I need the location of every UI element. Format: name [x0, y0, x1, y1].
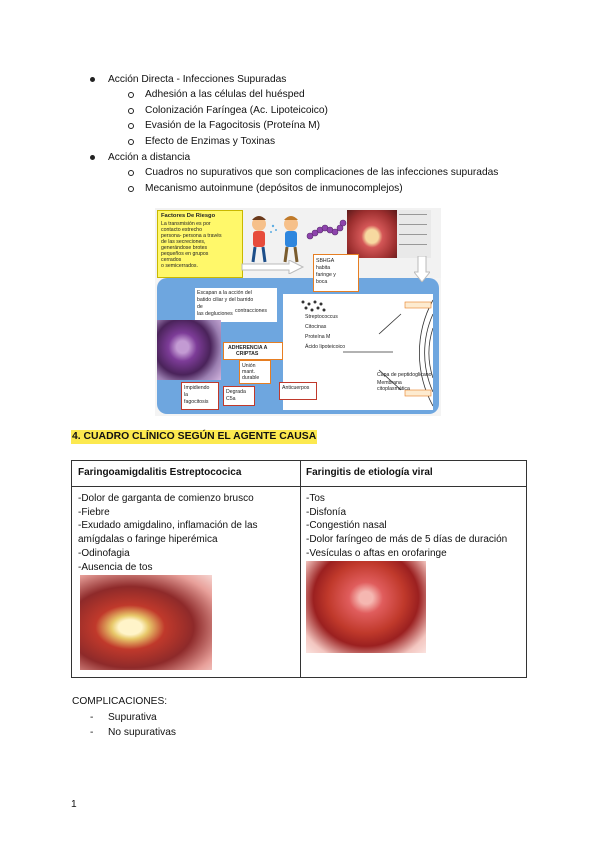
complication-item: No supurativas: [108, 727, 176, 738]
adherence-crypts-box: [223, 342, 283, 360]
throat-legend: [397, 210, 431, 258]
union-label: durable: [242, 375, 260, 381]
sbhga-label: boca: [316, 279, 328, 285]
dash-marker: -: [90, 712, 94, 723]
page-number: 1: [71, 799, 77, 810]
sneezing-people-illustration: [245, 212, 307, 264]
sub-bullet-marker: [128, 186, 134, 192]
sub-bullet-marker: [128, 123, 134, 129]
table-column-divider: [300, 461, 301, 677]
symptom-line: -Vesículas o aftas en orofaringe: [306, 547, 447, 559]
wall-label: Streptococcus: [305, 314, 338, 320]
sbhga-label: SBHGA: [316, 258, 335, 264]
degrade-label: C5a: [226, 396, 236, 402]
dash-marker: -: [90, 727, 94, 738]
streptococcus-chain-illustration: [305, 216, 349, 246]
sub-bullet-marker: [128, 108, 134, 114]
bullet-item-distance-action: Acción a distancia: [108, 152, 191, 163]
symptom-line: -Dolor faríngeo de más de 5 días de duración: [306, 534, 508, 546]
symptom-line: -Tos: [306, 493, 325, 504]
sbhga-box: [313, 254, 359, 292]
antibodies-label: Anticuerpos: [282, 385, 310, 391]
degrade-box: [223, 386, 255, 406]
symptom-line: -Ausencia de tos: [78, 561, 153, 573]
pathogenesis-diagram: [155, 208, 441, 416]
symptom-line: amígdalas o faringe hiperémica: [78, 534, 218, 546]
section-heading: 4. CUADRO CLÍNICO SEGÚN EL AGENTE CAUSA: [72, 431, 317, 442]
sub-bullet-item: Mecanismo autoinmune (depósitos de inmunocomplejos): [145, 183, 403, 194]
symptom-line: -Dolor de garganta de comienzo brusco: [78, 493, 254, 504]
sub-bullet-item: Colonización Faríngea (Ac. Lipoteicoico): [145, 105, 328, 116]
sub-bullet-item: Adhesión a las células del huésped: [145, 89, 305, 100]
phagocytosis-label: la: [184, 392, 189, 398]
risk-line: de las secreciones,: [161, 239, 206, 245]
symptom-line: -Disfonía: [306, 506, 347, 518]
sbhga-label: habita: [316, 265, 331, 271]
sub-bullet-item: Efecto de Enzimas y Toxinas: [145, 136, 276, 147]
risk-line: La transmisión es por: [161, 221, 211, 227]
histology-micrograph: [157, 320, 221, 380]
wall-label: Proteína M: [305, 334, 331, 340]
symptom-line: -Congestión nasal: [306, 520, 387, 532]
right-arrow-icon: [241, 260, 305, 274]
phagocytosis-label: Impidiendo: [184, 385, 210, 391]
risk-line: persona- persona a través: [161, 233, 222, 239]
streptococcal-symptoms: [78, 492, 258, 574]
risk-line: cerrados: [161, 257, 182, 263]
streptococcal-throat-photo: [80, 575, 212, 670]
adherence-label: CRIPTAS: [236, 351, 259, 357]
union-box: [239, 360, 271, 384]
contractions-label: contracciones: [235, 308, 268, 314]
ciliary-escape-box: [195, 288, 277, 322]
antibodies-box: [279, 382, 317, 400]
wall-label: Citocinas: [305, 324, 327, 330]
throat-photo: [347, 210, 397, 258]
sub-bullet-marker: [128, 92, 134, 98]
sub-bullet-marker: [128, 139, 134, 145]
risk-line: contacto estrecho: [161, 227, 202, 233]
escape-line: de: [197, 304, 203, 310]
symptom-line: -Exudado amigdalino, inflamación de las: [78, 520, 258, 532]
complication-item: Supurativa: [108, 712, 157, 723]
table-header-viral: Faringitis de etiología viral: [306, 467, 433, 478]
table-header-divider: [72, 486, 526, 487]
bullet-marker: [90, 155, 95, 160]
symptom-line: -Fiebre: [78, 506, 110, 518]
clinical-comparison-table: [71, 460, 527, 678]
wall-label: Capa de peptidoglicano: [377, 372, 432, 378]
phagocytosis-label: fagocitosis: [184, 399, 209, 405]
union-label: Unión: [242, 363, 256, 369]
degrade-label: Degrada: [226, 389, 246, 395]
risk-line: pequeños en grupos: [161, 251, 209, 257]
bullet-item-direct-action: Acción Directa - Infecciones Supuradas: [108, 74, 287, 85]
viral-throat-photo: [306, 561, 426, 653]
union-label: mant.: [242, 369, 255, 375]
risk-line: generándose brotes: [161, 245, 208, 251]
wall-label: Membrana citoplasmática: [377, 380, 410, 392]
sub-bullet-item: Cuadros no supurativos que son complicaciones de las infecciones supuradas: [145, 167, 499, 178]
phagocytosis-box: [181, 382, 219, 410]
sub-bullet-item: Evasión de la Fagocitosis (Proteína M): [145, 120, 320, 131]
viral-symptoms: [306, 492, 507, 561]
sub-bullet-marker: [128, 170, 134, 176]
down-arrow-icon: [414, 256, 430, 282]
table-header-streptococcal: Faringoamigdalitis Estreptococica: [78, 467, 242, 478]
risk-line: o semicerrados.: [161, 263, 198, 269]
adherence-label: ADHERENCIA A: [228, 345, 268, 351]
risk-factors-title: Factores De Riesgo: [161, 213, 216, 219]
escape-line: Escapan a la acción del: [197, 290, 252, 296]
complications-title: COMPLICACIONES:: [72, 696, 168, 707]
symptom-line: -Odinofagia: [78, 547, 130, 559]
bullet-marker: [90, 77, 95, 82]
risk-factors-box: [157, 210, 243, 278]
escape-line: batido ciliar y del barrido: [197, 297, 254, 303]
sbhga-label: faringe y: [316, 272, 336, 278]
wall-label: Ácido lipoteicoico: [305, 344, 346, 350]
escape-line: las degluciones: [197, 311, 233, 317]
